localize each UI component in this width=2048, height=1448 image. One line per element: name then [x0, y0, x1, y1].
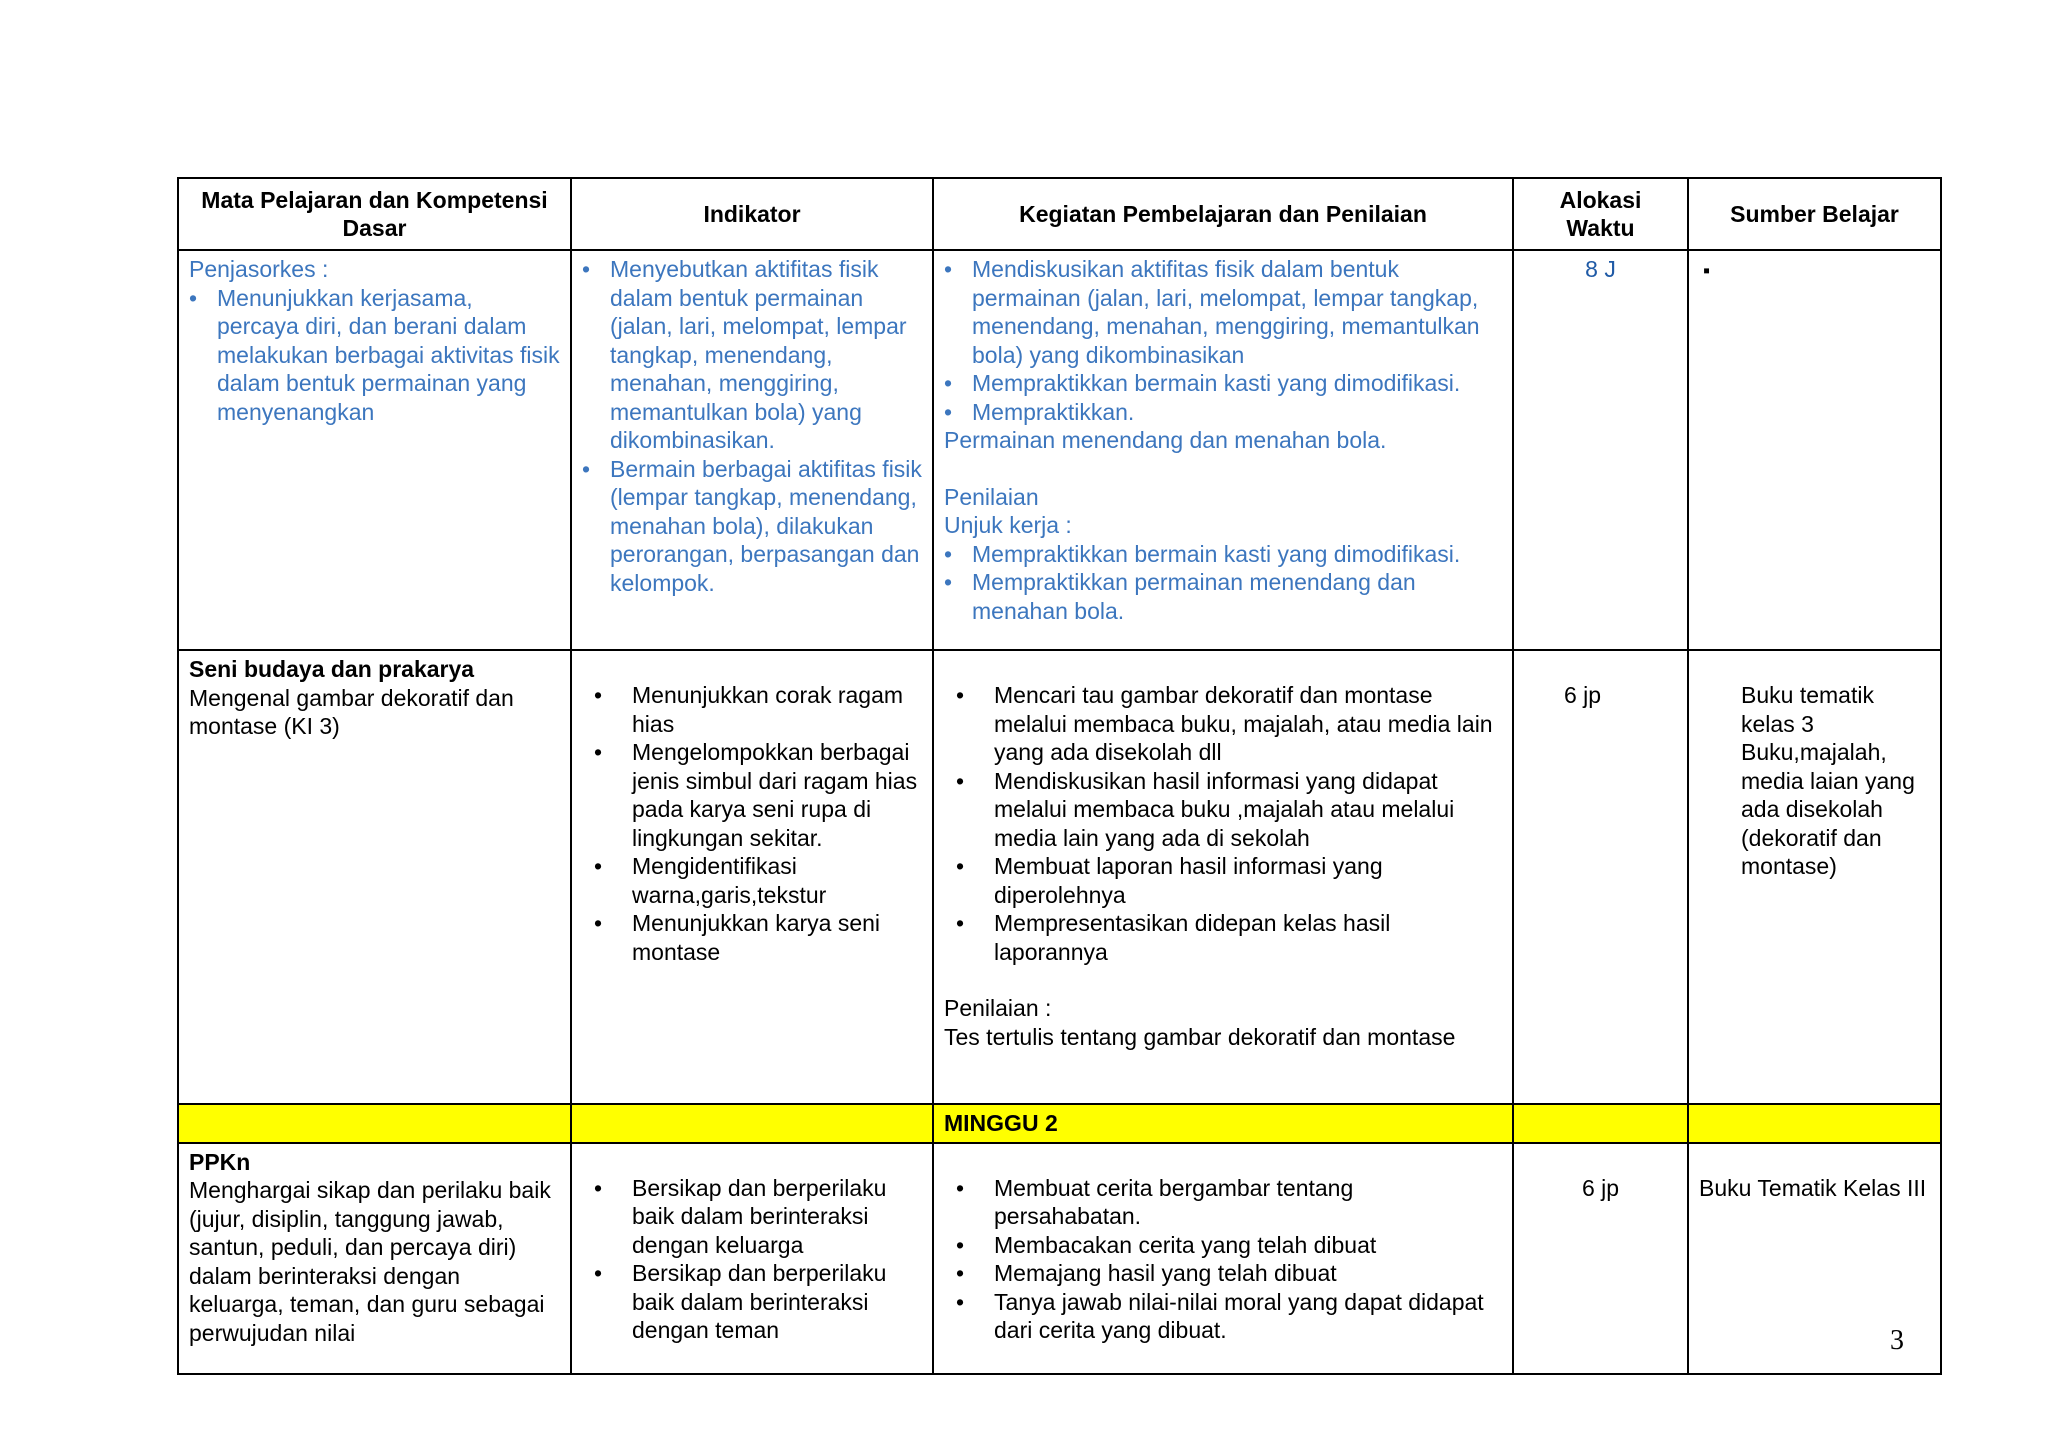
spacer — [944, 966, 1502, 994]
week-cell-empty — [178, 1104, 571, 1143]
list-item: • Mempresentasikan didepan kelas hasil laporannya — [994, 909, 1502, 966]
indicator-list — [582, 1174, 922, 1345]
header-activities: Kegiatan Pembelajaran dan Penilaian — [933, 178, 1513, 250]
header-source: Sumber Belajar — [1688, 178, 1941, 250]
activity-list — [944, 1174, 1502, 1345]
syllabus-table — [177, 177, 1942, 1375]
table-row — [178, 650, 1941, 1104]
header-subject: Mata Pelajaran dan Kompetensi Dasar — [178, 178, 571, 250]
table-row — [178, 250, 1941, 650]
subject-title: Seni budaya dan prakarya — [189, 656, 475, 682]
list-item: • Mendiskusikan aktifitas fisik dalam bentuk permainan (jalan, lari, melompat, lempar tangkap, menendang, menahan, menggiring, memantulkan bola) yang dikombinasikan — [972, 255, 1502, 369]
time-cell — [1513, 1143, 1688, 1374]
list-item: • Bermain berbagai aktifitas fisik (lempar tangkap, menendang, menahan bola), dilakukan perorangan, berpasangan dan kelompok. — [610, 455, 922, 598]
list-item: • Membuat laporan hasil informasi yang diperolehnya — [994, 852, 1502, 909]
subject-cell — [178, 1143, 571, 1374]
week-separator-row — [178, 1104, 1941, 1143]
list-item: • Bersikap dan berperilaku baik dalam berinteraksi dengan teman — [632, 1259, 922, 1345]
square-bullet-icon: ▪ — [1703, 260, 1711, 282]
assessment-text: Tes tertulis tentang gambar dekoratif dan montase — [944, 1023, 1456, 1050]
assessment-title: Penilaian — [944, 483, 1039, 510]
list-item: • Membuat cerita bergambar tentang persahabatan. — [994, 1174, 1502, 1231]
subject-title: PPKn — [189, 1148, 251, 1175]
time-value: 6 jp — [1564, 682, 1602, 708]
activity-list — [944, 255, 1502, 426]
page-number: 3 — [1890, 1325, 1904, 1356]
activity-cell — [933, 250, 1513, 650]
week-label: MINGGU 2 — [933, 1104, 1513, 1143]
indicator-list — [582, 255, 922, 597]
list-item: • Menunjukkan corak ragam hias — [632, 681, 922, 738]
week-cell-empty — [571, 1104, 933, 1143]
competency-text: Menghargai sikap dan perilaku baik (jujur, disiplin, tanggung jawab, santun, peduli, dan percaya diri) dalam berinteraksi dengan keluarga, teman, dan guru sebagai perwujudan nilai — [189, 1177, 551, 1346]
table-header-row — [178, 178, 1941, 250]
indicator-cell — [571, 650, 933, 1104]
source-text: Buku Tematik Kelas III — [1699, 1174, 1927, 1201]
time-value: 8 J — [1585, 256, 1616, 282]
source-text: Buku tematik kelas 3 Buku,majalah, media laian yang ada disekolah (dekoratif dan montase) — [1741, 682, 1915, 879]
list-item: • Mempraktikkan permainan menendang dan menahan bola. — [972, 568, 1502, 625]
source-cell — [1688, 650, 1941, 1104]
week-cell-empty — [1513, 1104, 1688, 1143]
list-item: • Memajang hasil yang telah dibuat — [994, 1259, 1502, 1288]
week-cell-empty — [1688, 1104, 1941, 1143]
activity-list — [944, 681, 1502, 966]
list-item: • Membacakan cerita yang telah dibuat — [994, 1231, 1502, 1260]
list-item: • Menunjukkan karya seni montase — [632, 909, 922, 966]
list-item: • Mengidentifikasi warna,garis,tekstur — [632, 852, 922, 909]
list-item: • Tanya jawab nilai-nilai moral yang dapat didapat dari cerita yang dibuat. — [994, 1288, 1502, 1345]
list-item: • Bersikap dan berperilaku baik dalam berinteraksi dengan keluarga — [632, 1174, 922, 1260]
list-item: • Mempraktikkan. — [972, 398, 1502, 427]
competency-text: Mengenal gambar dekoratif dan montase (KI 3) — [189, 684, 514, 739]
header-indicator: Indikator — [571, 178, 933, 250]
table-row — [178, 1143, 1941, 1374]
subject-cell — [178, 650, 571, 1104]
list-item: • Mencari tau gambar dekoratif dan montase melalui membaca buku, majalah, atau media lain yang ada disekolah dll — [994, 681, 1502, 767]
indicator-list — [582, 681, 922, 966]
time-cell — [1513, 250, 1688, 650]
list-item: • Menyebutkan aktifitas fisik dalam bentuk permainan (jalan, lari, melompat, lempar tangkap, menendang, menahan, menggiring, memantulkan bola) yang dikombinasikan. — [610, 255, 922, 455]
list-item: • Mengelompokkan berbagai jenis simbul dari ragam hias pada karya seni rupa di lingkungan sekitar. — [632, 738, 922, 852]
assessment-subtitle: Unjuk kerja : — [944, 512, 1072, 538]
assessment-title: Penilaian : — [944, 995, 1052, 1021]
activity-note: Permainan menendang dan menahan bola. — [944, 427, 1387, 453]
indicator-cell — [571, 1143, 933, 1374]
list-item: • Mempraktikkan bermain kasti yang dimodifikasi. — [972, 540, 1502, 569]
time-cell — [1513, 650, 1688, 1104]
list-item: • Menunjukkan kerjasama, percaya diri, dan berani dalam melakukan berbagai aktivitas fisik dalam bentuk permainan yang menyenangkan — [217, 284, 560, 427]
subject-cell — [178, 250, 571, 650]
spacer — [944, 455, 1502, 483]
list-item: • Mempraktikkan bermain kasti yang dimodifikasi. — [972, 369, 1502, 398]
time-value: 6 jp — [1581, 1174, 1620, 1201]
header-time: Alokasi Waktu — [1513, 178, 1688, 250]
assessment-list — [944, 540, 1502, 626]
activity-cell — [933, 1143, 1513, 1374]
list-item: • Mendiskusikan hasil informasi yang didapat melalui membaca buku ,majalah atau melalui media lain yang ada di sekolah — [994, 767, 1502, 853]
indicator-cell — [571, 250, 933, 650]
competency-list — [189, 284, 560, 427]
source-cell — [1688, 250, 1941, 650]
activity-cell — [933, 650, 1513, 1104]
subject-title: Penjasorkes : — [189, 256, 329, 282]
